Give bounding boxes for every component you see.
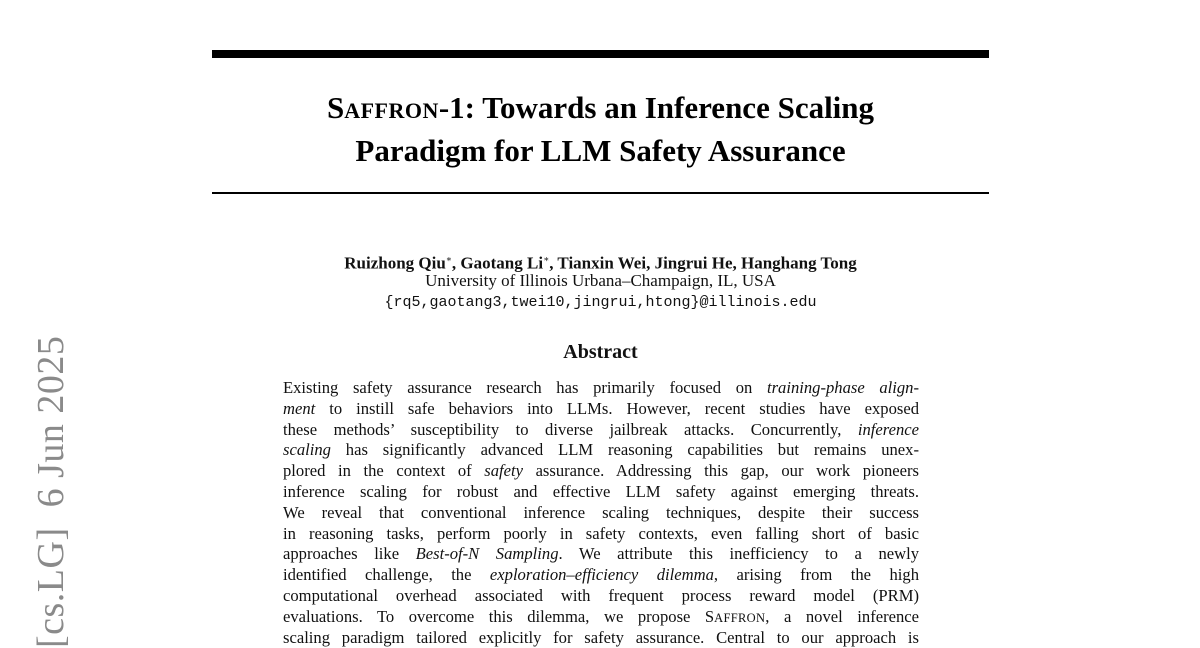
equal-contribution-mark: ∗ (543, 254, 550, 264)
abstract-line: We reveal that conventional inference scaling techniques, despite their success (283, 502, 919, 522)
abstract-line: identified challenge, the exploration–efficiency dilemma, arising from the high (283, 565, 919, 585)
author-separator: , (646, 253, 655, 273)
abstract-line: inference scaling for robust and effective LLM safety against emerging threats. (283, 481, 919, 501)
abstract-line: evaluations. To overcome this dilemma, we propose SAFFRON, a novel inference (283, 606, 920, 626)
title-line-1-rest: -1: Towards an Inference Scaling (438, 90, 875, 125)
author-separator: , (732, 253, 741, 273)
author-name: Hanghang Tong (741, 253, 857, 273)
paper-title (212, 88, 989, 171)
author-name: Jingrui He (654, 253, 733, 273)
abstract-line: approaches like Best-of-N Sampling. We attribute this inefficiency to a newly (283, 544, 919, 564)
smallcaps-text: AFFRON (714, 610, 766, 625)
equal-contribution-mark: ∗ (445, 254, 452, 264)
abstract-line: in reasoning tasks, perform poorly in safety contexts, even falling short of basic (283, 523, 919, 543)
emphasis-text: ment (283, 398, 316, 418)
emphasis-text: safety (484, 461, 523, 481)
affiliation: University of Illinois Urbana–Champaign, IL, USA (425, 271, 776, 290)
emphasis-text: scaling (283, 440, 331, 460)
top-rule (212, 50, 989, 58)
author-name: Gaotang Li (460, 253, 544, 273)
title-smallcaps: AFFRON (344, 98, 439, 123)
abstract-line: these methods’ susceptibility to diverse jailbreak attacks. Concurrently, inference (283, 419, 919, 439)
abstract-line: plored in the context of safety assurance. Addressing this gap, our work pioneers (283, 461, 920, 481)
title-line-1 (212, 88, 989, 131)
author-name: Tianxin Wei (557, 253, 647, 273)
abstract-line: scaling paradigm tailored explicitly for safety assurance. Central to our approach is (283, 627, 919, 647)
abstract-heading: Abstract (563, 341, 638, 363)
emphasis-text: Best-of-N Sampling (415, 544, 559, 564)
arxiv-stamp: [cs.LG] 6 Jun 2025 (30, 335, 72, 648)
author-separator: , (549, 253, 558, 273)
emphasis-text: inference (857, 419, 919, 439)
abstract-line: computational overhead associated with frequent process reward model (PRM) (283, 585, 919, 605)
author-name: Ruizhong Qiu (344, 253, 446, 273)
title-line-2: Paradigm for LLM Safety Assurance (355, 133, 846, 168)
title-bottom-rule (212, 192, 989, 194)
abstract-body (283, 378, 919, 648)
author-list (212, 249, 989, 274)
abstract-line: ment to instill safe behaviors into LLMs. However, recent studies have exposed (283, 398, 919, 418)
author-emails: {rq5,gaotang3,twei10,jingrui,htong}@illinois.edu (384, 294, 817, 311)
title-initial-cap: S (326, 90, 345, 125)
emphasis-text: training-phase align- (766, 378, 919, 397)
author-separator: , (451, 253, 461, 273)
abstract-line: scaling has significantly advanced LLM reasoning capabilities but remains unex- (283, 440, 919, 460)
abstract-line: Existing safety assurance research has primarily focused on training-phase align- (283, 378, 919, 397)
emphasis-text: exploration–efficiency dilemma (489, 565, 714, 585)
